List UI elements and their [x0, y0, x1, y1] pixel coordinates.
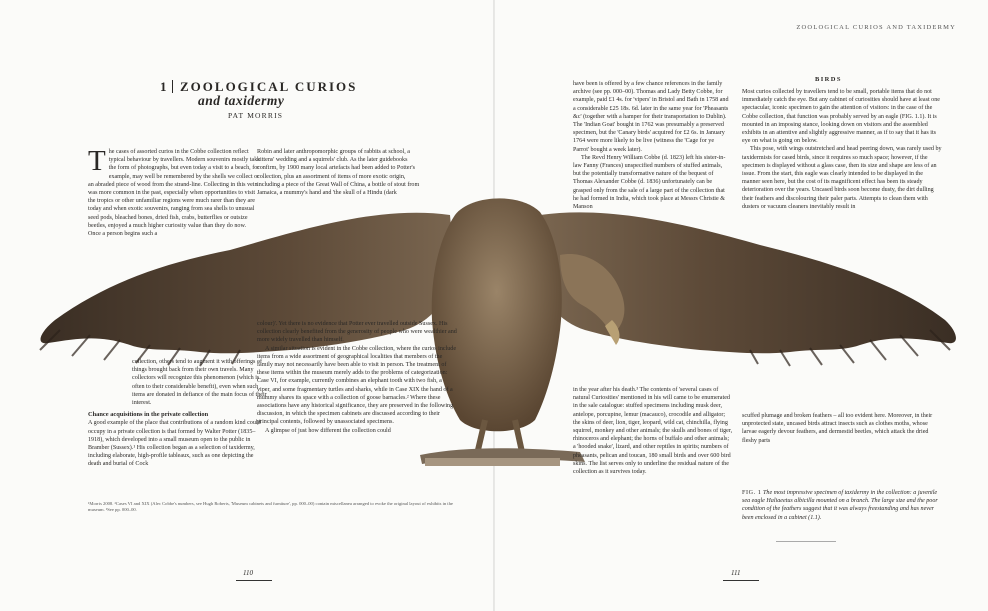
figure-caption [742, 489, 942, 522]
col2-paragraph-1: Robin and later anthropomorphic groups of rabbits at school, a kittens' wedding and a squirrels' club. As the later guidebooks confirm, by 1900 many local artefacts had been added to Potter's collection, plus an assortment of items of more exotic origin, including a piece of the Great Wall of China, a bottle of stout from Jamaica, a mummy's hand and 'the skull of a Hindu (dark [257, 149, 420, 197]
page-number-right: 111 [731, 569, 741, 577]
page-rule-left [236, 580, 272, 581]
col3-paragraph-3: in the year after his death.³ The contents of 'several cases of natural Curiosities' mentioned in his will came to be enumerated in the sale catalogue: stuffed specimens including musk deer, antelope, porcupine, lemur (macauco), crocodile and alligator; the skins of deer, lion, tiger, leopard, wild cat, chinchilla, flying squirrel, monkey and other animals; the skulls and bones of tiger, rhinoceros and elephant; the horns of buffalo and other animals; a 'hooded snake', lizard, and other reptiles in spirits; numbers of pheasants, pelican and toucan, 180 small birds and over 600 bird skins. The list serves only to underline the residual nature of the collection as it survives today. [573, 387, 733, 476]
col1-paragraph-2: collection, others tend to augment it with offerings of things brought back from their own travels. Many collectors will recognize this phenomenon (which is often to their considerable benefit), even when such items are donated in defiance of the main focus of their interest. [132, 359, 267, 407]
column-1-bottom [88, 358, 268, 469]
col1-paragraph-1: he cases of assorted curios in the Cobbe collection reflect typical behaviour by travellers. Modern souvenirs mostly take the form of photographs, but even today a visit to a beach, for example, may well be remembered by the shells we collect or an abraded piece of wood from the strand-line. Collecting in this vein was more common in the past, especially when opportunities to visit the tropics or other unfamiliar regions were much rarer than they are today and when exotic souvenirs, ranging from sea shells to unusual seed pods, bleached bones, dried fish, crabs, butterflies or outsize beetles, enjoyed a much higher curiosity value than they do now. Once a person begins such a [88, 149, 261, 238]
drop-cap: T [88, 145, 106, 177]
display-base [425, 458, 560, 466]
caption-rule [776, 541, 836, 542]
col4-paragraph-3: scuffed plumage and broken feathers – all too evident here. Moreover, in their unprotected state, uncased birds attract insects such as clothes moths, whose larvae eagerly devour feathers, and dermestid beetles, which attack the dried fleshy parts [742, 413, 933, 444]
column-1-top [88, 145, 261, 238]
figure-caption-text: The most impressive specimen of taxidermy in the collection: a juvenile sea eagle Haliaeetus albicilla mounted on a branch. The large size and the poor condition of the feathers suggest that it was always freestanding and has never been enclosed in a cabinet (1.1). [742, 490, 938, 521]
chapter-number: 1 [160, 79, 169, 94]
column-2-top [257, 148, 425, 197]
chapter-author: PAT MORRIS [228, 111, 284, 120]
column-3-top [573, 80, 731, 211]
col3-paragraph-1: have been is offered by a few chance references in the family archive (see pp. 000–00). Thomas and Lady Betty Cobbe, for example, paid £1 4s. for 'vipers' in Bristol and Bath in 1758 and a considerable £25 18s. 6d. later in the same year for 'Pheasants &c' (together with a hamper for their transportation to Dublin). The 'Indian Goat' bought in 1762 was presumably a preserved specimen, but the 'Canary birds' acquired for £2 6s. in January 1764 were more likely to be live (witness the 'Cage for ye Parrot' bought a week later). [573, 81, 729, 153]
section-subhead: Chance acquisitions in the private collection [88, 411, 209, 419]
column-4-bottom [742, 412, 942, 445]
col2-paragraph-4: A glimpse of just how different the collection could [265, 427, 391, 434]
col1-paragraph-3: A good example of the place that contributions of a random kind could occupy in a private collection is that formed by Walter Potter (1835–1918), which developed into a small museum open to the public in Bramber (Sussex).¹ His collection began as a selection of taxidermy, including elaborate, high-profile tableaux, such as one depicting the death and burial of Cock [88, 420, 261, 468]
chapter-title-line1: ZOOLOGICAL CURIOS [180, 79, 358, 94]
column-2-bottom [257, 320, 457, 435]
col2-paragraph-2: colour)'. Yet there is no evidence that Potter ever travelled outside Sussex. His collection clearly benefited from the generosity of people who were wealthier and more widely travelled than himself. [257, 321, 457, 344]
column-3-bottom [573, 386, 733, 476]
page-number-left: 110 [243, 569, 253, 577]
col4-paragraph-2: This pose, with wings outstretched and head peering down, was rarely used by taxidermists for cased birds, since it requires so much space; however, if the specimen is displayed without a glass case, then its size and shape are less of an issue. From the start, this eagle was clearly intended to be displayed in the manner seen here, but the cost of its magnificent effect has been its steady deterioration over the years. Uncased birds soon become dusty, the dirt dulling their feathers and discolouring their paler parts. Attempts to clean them with dusters or vacuum cleaners inevitably result in [742, 146, 942, 210]
chapter-title-line2: and taxidermy [198, 93, 285, 108]
column-4-top [742, 88, 942, 211]
section-heading-birds: BIRDS [815, 76, 842, 83]
col3-paragraph-2: The Revd Henry William Cobbe (d. 1823) left his sister-in-law Fanny (Frances) unspecified numbers of stuffed animals, but the potentially transformative nature of the bequest of Thomas Alexander Cobbe (d. 1836) unfortunately can be grasped only from the sale of a large part of the collection that he had formed in India, which took place at Messrs Christie & Manson [573, 154, 726, 211]
running-head: ZOOLOGICAL CURIOS AND TAXIDERMY [796, 24, 956, 31]
page-rule-right [723, 580, 759, 581]
col2-paragraph-3: A similar situation is evident in the Cobbe collection, where the curios include items from a wide assortment of geographical localities that members of the family may not necessarily have been able to visit in person. The treatment of these items within the museum merely adds to the problems of categorization: Case VI, for example, currently combines an elephant tooth with two fish, a viper, and some fragmentary turtles and sharks, while in Case XIX the hand of a mummy shares its space with a collection of goose barnacles.² Where these associations have any historical significance, they are preserved in the following discussion, in which the specimen cabinets are discussed according to their principal contents, followed by unassociated specimens. [257, 345, 457, 426]
col4-paragraph-1: Most curios collected by travellers tend to be small, portable items that do not immediately catch the eye. But any cabinet of curiosities should have at least one spectacular, iconic specimen to gain the attention of visitors: in the case of the Cobbe collection, that function was probably served by an eagle (FIG. 1.1). It is mounted in an imposing stance, looking down on visitors and the assembled exhibits in an attentive and slightly aggressive manner, as if to say that it has its eye on what is going on below. [742, 89, 940, 145]
figure-label: FIG. 1 [742, 490, 762, 496]
footnote: ¹Morris 2008. ²Cases VI and XIX (Alec Cobbe's numbers, see Hugh Roberts, 'Museum cabinets and furniture', pp. 000–00) contain miscellanea arranged to evoke the original layout of exhibits in the museum. ³See pp. 000–00. [88, 501, 453, 512]
